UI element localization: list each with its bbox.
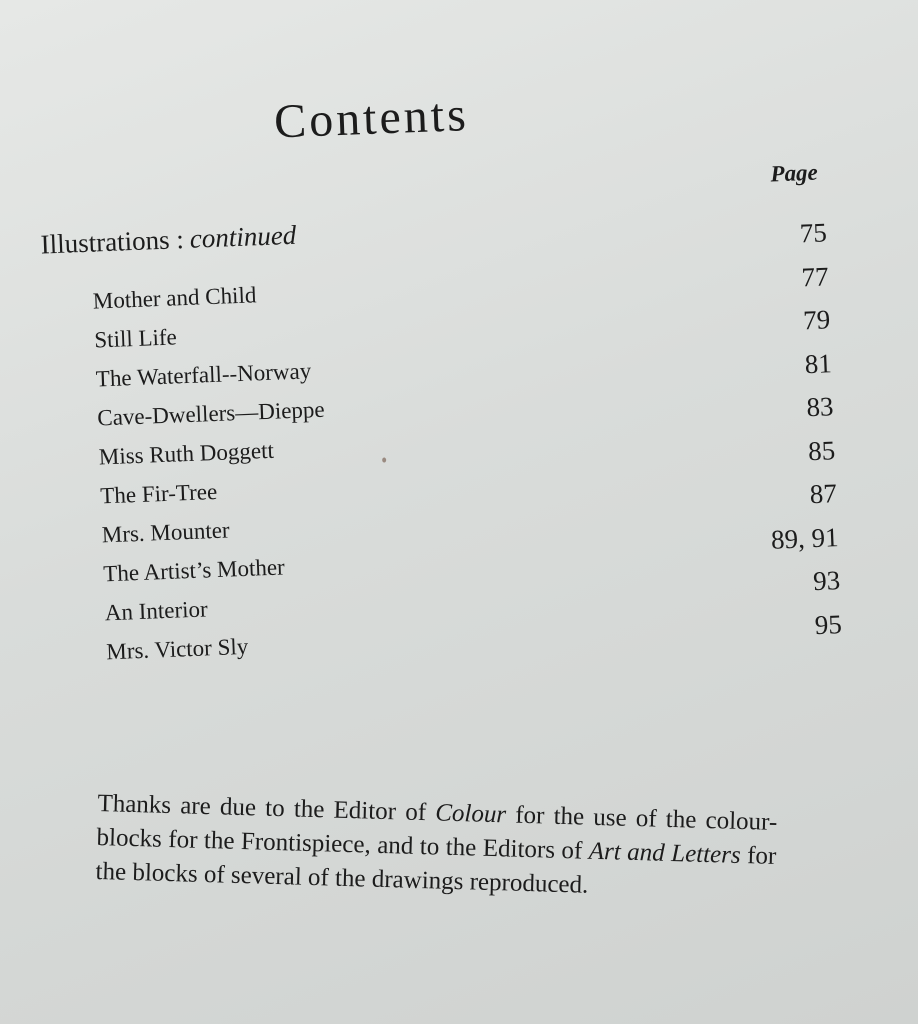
section-heading [40,220,297,261]
note-text-2: for the use of the colour-blocks for the Frontispiece, and to the Editors of [96,801,778,865]
note-colour-title: Colour [434,799,507,829]
list-item: Cave-Dwellers—Dieppe [96,396,326,431]
list-item: The Fir-Tree [99,478,218,509]
page-number: 93 [812,565,841,597]
page-number: 95 [814,608,843,640]
page-number: 75 [799,217,828,249]
paper-fleck [382,457,386,462]
list-item: The Waterfall--Norway [95,358,312,392]
list-item: Mother and Child [92,282,257,314]
page-number: 83 [805,391,835,423]
section-label: Illustrations : [40,224,185,260]
list-item: The Artist’s Mother [102,554,286,587]
section-continued: continued [189,219,297,254]
page-column-heading: Page [770,159,819,187]
page-number: 85 [807,434,836,466]
page-number: 87 [809,478,838,510]
page-number: 79 [802,304,831,336]
note-text-1: Thanks are due to the Editor of [97,789,436,827]
acknowledgement-note [95,787,778,908]
note-text-3: for the blocks of several of the drawings reproduced. [95,841,777,899]
page-number: 81 [804,347,833,379]
page-title: Contents [273,88,470,149]
page-number: 77 [800,260,830,292]
list-item: Mrs. Mounter [101,517,231,548]
list-item: Mrs. Victor Sly [105,633,249,665]
page-number-list [690,211,843,651]
note-art-letters-title: Art and Letters [588,837,742,869]
list-item: An Interior [104,596,209,626]
page-number: 89, 91 [770,521,840,555]
list-item: Miss Ruth Doggett [98,437,275,470]
illustration-list [92,273,334,671]
list-item: Still Life [93,324,178,353]
